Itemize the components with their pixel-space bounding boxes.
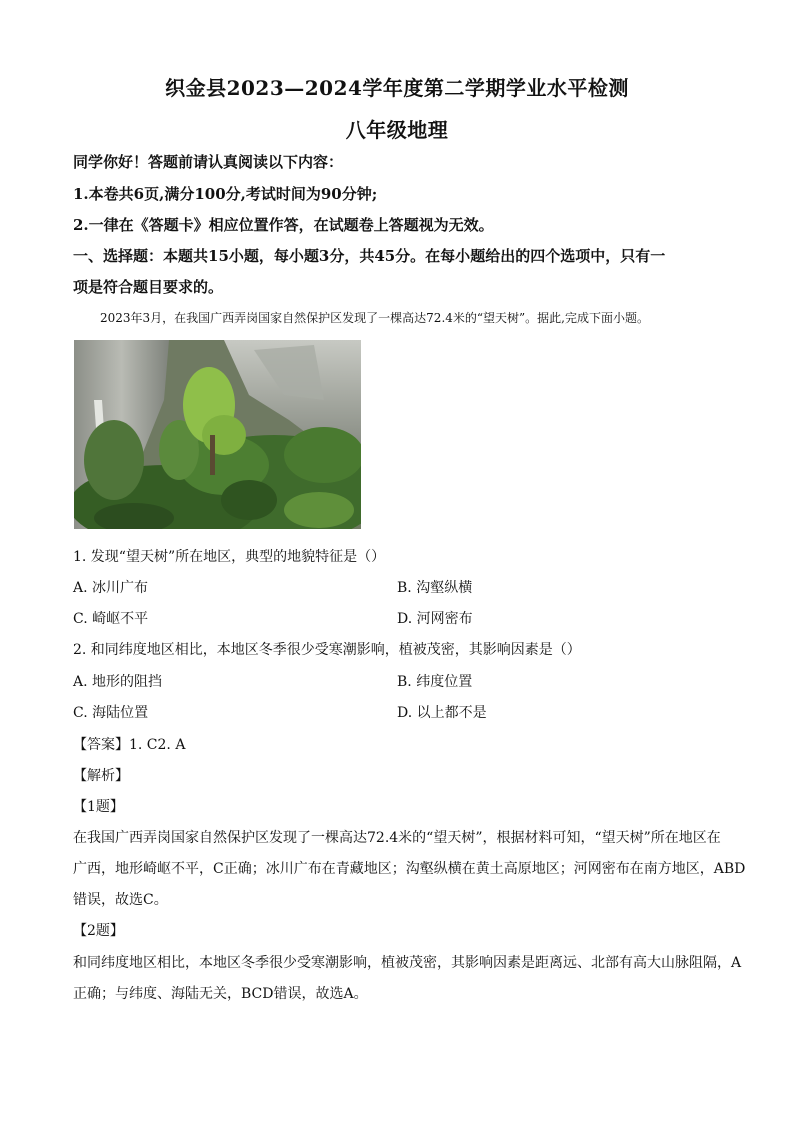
question-2-option-c: C. 海陆位置: [73, 705, 149, 721]
notice-rule-1: 1.本卷共6页,满分100分,考试时间为90分钟;: [73, 185, 378, 203]
question-2-option-b: B. 纬度位置: [397, 674, 473, 690]
question-2-option-a: A. 地形的阻挡: [73, 674, 163, 690]
section-heading-line-2: 项是符合题目要求的。: [73, 278, 224, 296]
analysis-q1-line-3: 错误，故选C。: [73, 892, 168, 908]
question-1-stem: 1. 发现“望天树”所在地区，典型的地貌特征是（）: [73, 549, 386, 565]
answer-line: 【答案】1. C2. A: [73, 737, 186, 753]
forest-karst-photo: [74, 340, 361, 529]
analysis-q1-line-1: 在我国广西弄岗国家自然保护区发现了一棵高达72.4米的“望天树”，根据材料可知，“望天树”所在地区在: [73, 830, 721, 846]
analysis-q2-label: 【2题】: [73, 923, 124, 939]
analysis-q1-line-2: 广西，地形崎岖不平，C正确；冰川广布在青藏地区；沟壑纵横在黄土高原地区；河网密布在南方地区，ABD: [73, 861, 746, 877]
material-text: 2023年3月，在我国广西弄岗国家自然保护区发现了一棵高达72.4米的“望天树”。据此,完成下面小题。: [100, 311, 649, 325]
question-2-option-d: D. 以上都不是: [397, 705, 487, 721]
exam-title: 织金县2023—2024学年度第二学期学业水平检测: [165, 76, 629, 100]
question-1-option-c: C. 崎岖不平: [73, 611, 149, 627]
question-1-option-d: D. 河网密布: [397, 611, 473, 627]
analysis-q2-line-1: 和同纬度地区相比，本地区冬季很少受寒潮影响，植被茂密，其影响因素是距离远、北部有高大山脉阻隔，A: [73, 955, 742, 971]
question-1-option-b: B. 沟壑纵横: [397, 580, 473, 596]
notice-rule-2: 2.一律在《答题卡》相应位置作答，在试题卷上答题视为无效。: [73, 216, 494, 234]
question-2-stem: 2. 和同纬度地区相比，本地区冬季很少受寒潮影响，植被茂密，其影响因素是（）: [73, 642, 581, 658]
notice-greeting: 同学你好！答题前请认真阅读以下内容：: [73, 153, 344, 171]
analysis-q1-label: 【1题】: [73, 799, 124, 815]
analysis-label: 【解析】: [73, 768, 129, 784]
exam-subtitle: 八年级地理: [345, 118, 449, 142]
section-heading-line-1: 一、选择题：本题共15小题，每小题3分，共45分。在每小题给出的四个选项中，只有一: [73, 247, 666, 265]
question-1-option-a: A. 冰川广布: [73, 580, 149, 596]
analysis-q2-line-2: 正确；与纬度、海陆无关，BCD错误，故选A。: [73, 986, 368, 1002]
